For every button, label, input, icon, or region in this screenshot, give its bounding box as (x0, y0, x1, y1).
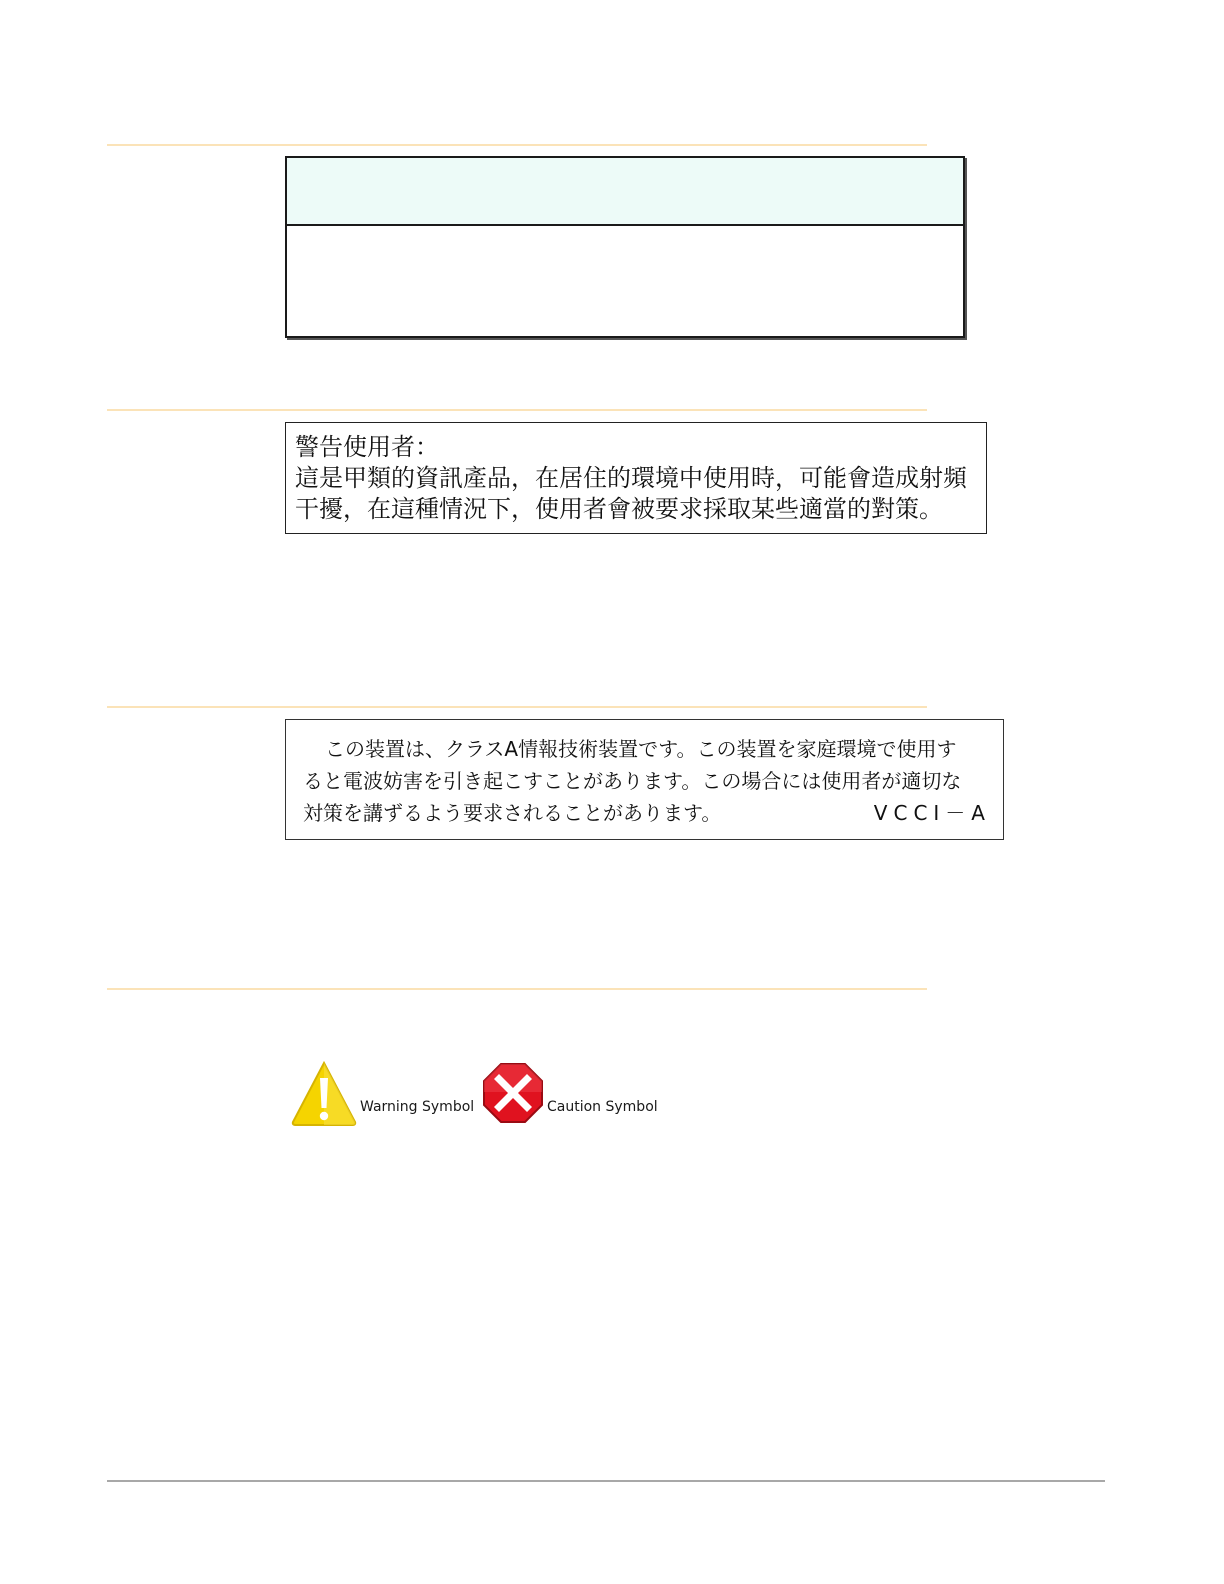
section-divider (107, 988, 927, 990)
section-divider (107, 144, 927, 146)
safety-symbols (290, 1060, 710, 1130)
vcci-class-mark: VCCI－A (873, 801, 991, 825)
notice-box-empty (285, 156, 965, 338)
warning-symbol-label: Warning Symbol (360, 1099, 475, 1115)
taiwan-notice-line: 這是甲類的資訊產品，在居住的環境中使用時，可能會造成射頻 (295, 464, 967, 492)
japan-notice-line: 対策を講ずるよう要求されることがあります。 (303, 801, 722, 825)
caution-octagon-icon (482, 1062, 544, 1124)
notice-box-header (287, 158, 963, 226)
warning-triangle-icon (290, 1060, 358, 1128)
caution-symbol-label: Caution Symbol (547, 1099, 658, 1115)
footer-divider (107, 1480, 1105, 1482)
japan-notice-line: ると電波妨害を引き起こすことがあります。この場合には使用者が適切な (303, 769, 962, 793)
section-divider (107, 706, 927, 708)
taiwan-bsmi-notice (285, 422, 987, 534)
japan-notice-last-line (303, 797, 993, 829)
section-divider (107, 409, 927, 411)
taiwan-notice-title: 警告使用者： (295, 433, 439, 461)
japan-vcci-notice (285, 719, 1004, 840)
taiwan-notice-line: 干擾，在這種情況下，使用者會被要求採取某些適當的對策。 (295, 495, 943, 523)
japan-notice-line: この装置は、クラスA情報技術装置です。この装置を家庭環境で使用す (325, 737, 957, 761)
